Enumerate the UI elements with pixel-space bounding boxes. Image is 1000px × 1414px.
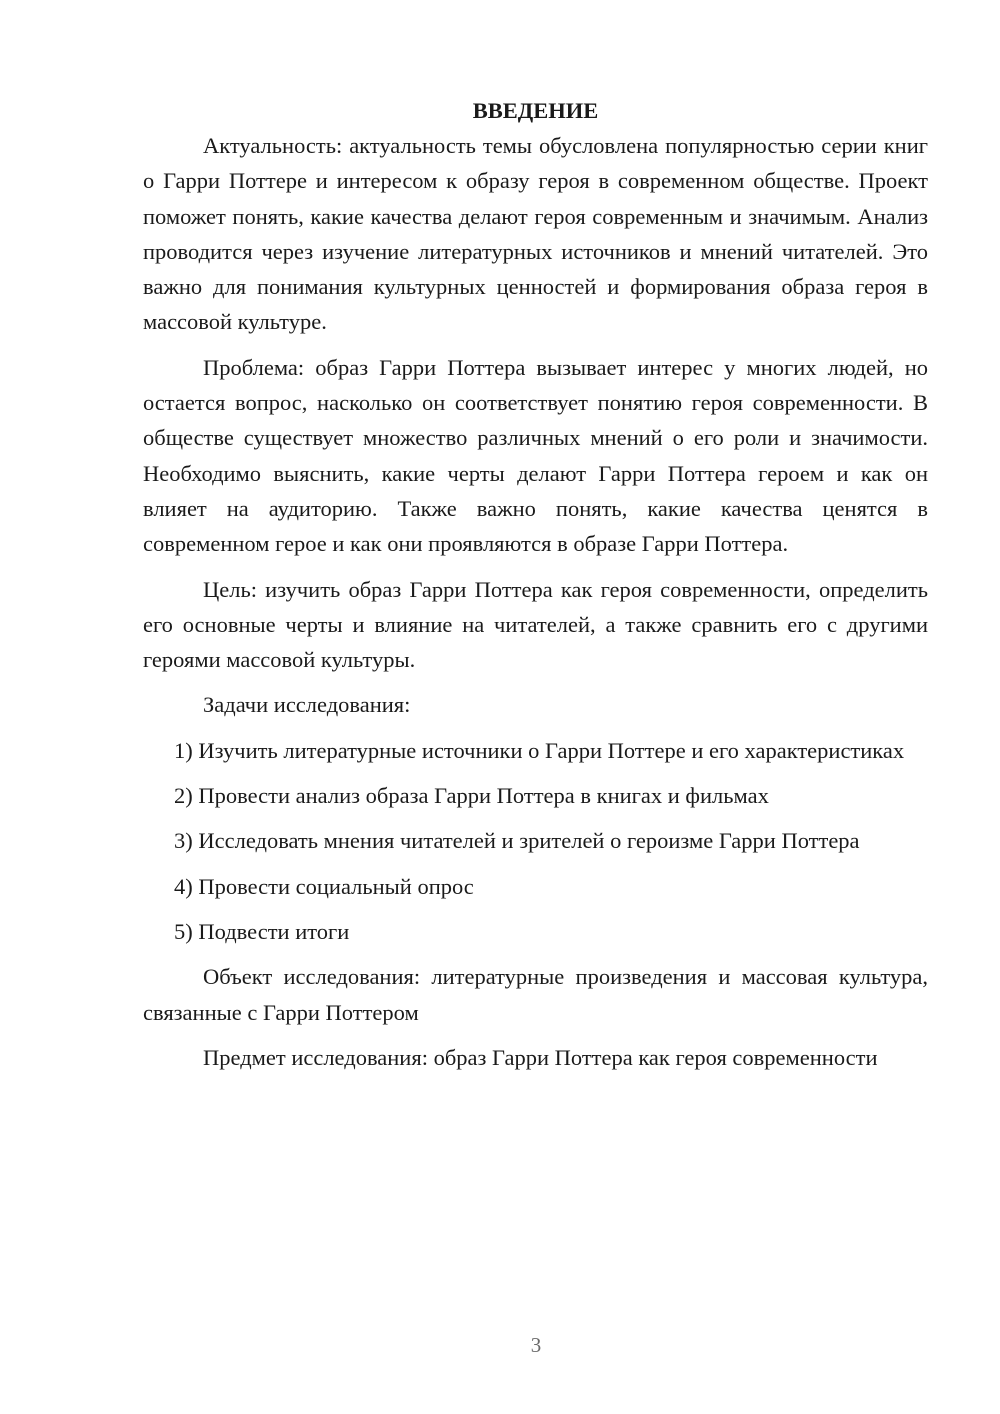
paragraph-problem: Проблема: образ Гарри Поттера вызывает интерес у многих людей, но остается вопрос, насколько он соответствует понятию героя современности. В обществе существует множество различных мнений о его роли и значимости. Необходимо выяснить, какие черты делают Гарри Поттера героем и как он влияет на аудиторию. Также важно понять, какие качества ценятся в современном герое и как они проявляются в образе Гарри Поттера. (143, 354, 928, 557)
list-item: 1) Изучить литературные источники о Гарри Поттере и его характеристиках (174, 737, 905, 763)
page-number: 3 (530, 1333, 542, 1357)
tasks-heading: Задачи исследования: (203, 692, 411, 718)
document-body (143, 93, 928, 1085)
section-title: ВВЕДЕНИЕ (472, 98, 599, 123)
list-item: 2) Провести анализ образа Гарри Поттера в книгах и фильмах (174, 783, 769, 809)
list-item: 5) Подвести итоги (174, 918, 350, 944)
paragraph-object: Объект исследования: литературные произведения и массовая культура, связанные с Гарри Поттером (143, 964, 928, 1025)
paragraph-relevance: Актуальность: актуальность темы обусловлена популярностью серии книг о Гарри Поттере и интересом к образу героя в современном обществе. Проект поможет понять, какие качества делают героя современным и значимым. Анализ проводится через изучение литературных источников и мнений читателей. Это важно для понимания культурных ценностей и формирования образа героя в массовой культуре. (143, 133, 928, 335)
paragraph-subject: Предмет исследования: образ Гарри Поттера как героя современности (203, 1044, 878, 1070)
paragraph-goal: Цель: изучить образ Гарри Поттера как героя современности, определить его основные черты и влияние на читателей, а также сравнить его с другими героями массовой культуры. (143, 576, 928, 673)
list-item: 3) Исследовать мнения читателей и зрителей о героизме Гарри Поттера (174, 828, 860, 854)
tasks-list (143, 733, 928, 949)
list-item: 4) Провести социальный опрос (174, 873, 474, 899)
